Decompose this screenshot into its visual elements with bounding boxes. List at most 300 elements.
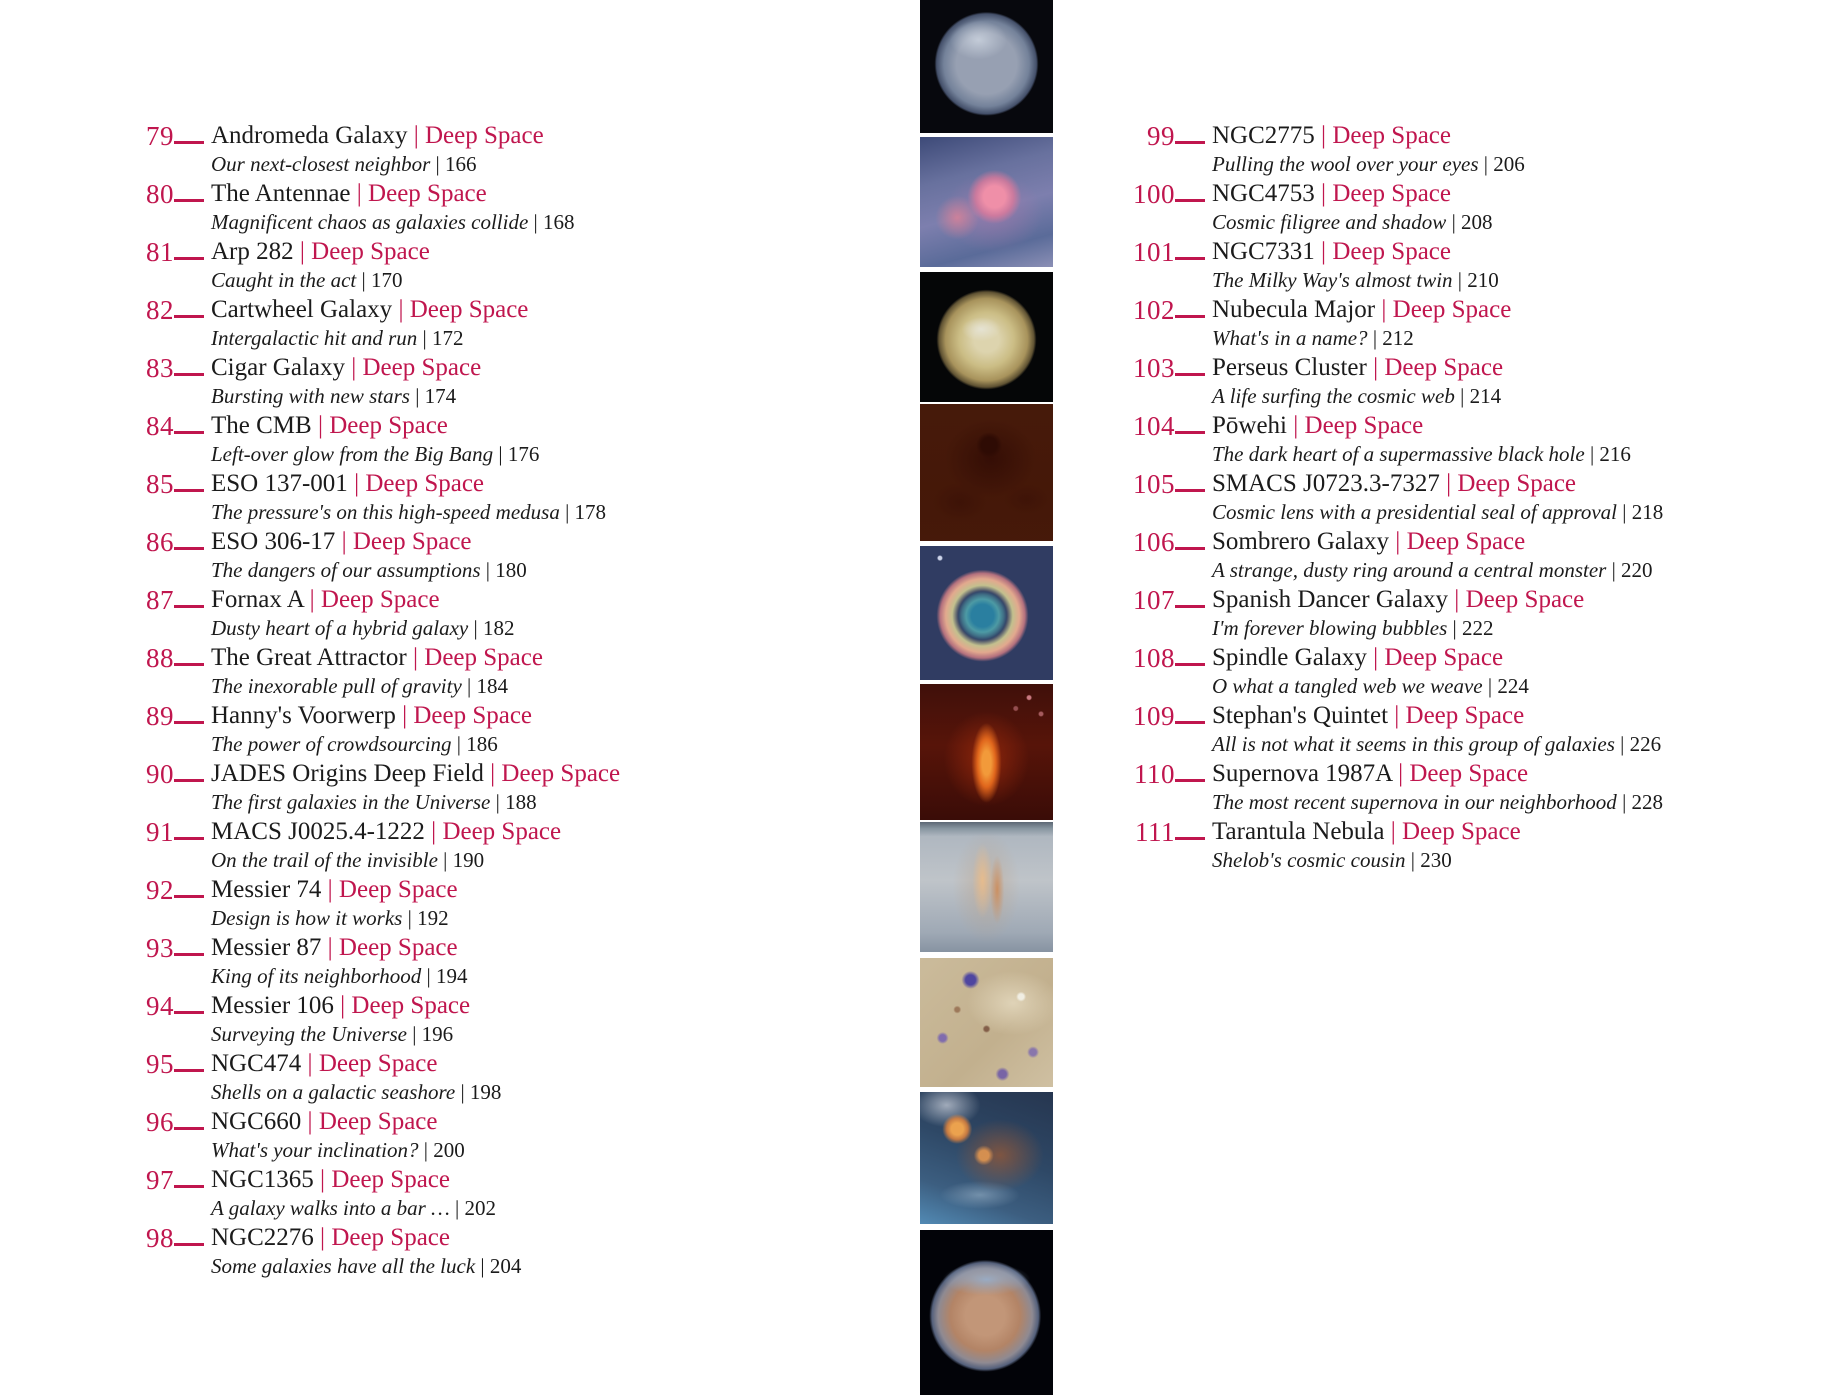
- grey-moon-image: [920, 0, 1053, 133]
- entry-subtitle-line: [211, 1079, 501, 1105]
- entry-page-number: 214: [1469, 384, 1502, 408]
- entry-content: [1212, 237, 1499, 293]
- entry-separator: |: [313, 1166, 332, 1193]
- entry-title: Hanny's Voorwerp: [211, 702, 396, 729]
- entry-section-label: Deep Space: [1332, 180, 1452, 207]
- entry-number-rule: [174, 179, 204, 202]
- entry-number: 103: [1133, 353, 1175, 383]
- entry-title-line: [211, 991, 470, 1021]
- entry-section-label: Deep Space: [1384, 644, 1504, 671]
- entry-page-separator: |: [475, 1254, 490, 1278]
- entry-content: [211, 295, 528, 351]
- entry-separator: |: [350, 180, 369, 207]
- entry-page-number: 180: [495, 558, 527, 582]
- entry-subtitle: Bursting with new stars: [211, 384, 410, 408]
- entry-number-rule: [174, 875, 204, 898]
- entry-page-separator: |: [417, 326, 432, 350]
- entry-page-separator: |: [1452, 268, 1468, 292]
- toc-column-left: [130, 121, 780, 1281]
- entry-page-number: 210: [1467, 268, 1499, 292]
- entry-section-label: Deep Space: [1465, 586, 1585, 613]
- entry-page-number: 230: [1420, 848, 1452, 872]
- entry-title: Perseus Cluster: [1212, 354, 1367, 381]
- entry-subtitle-line: [1212, 499, 1663, 525]
- entry-content: [211, 179, 575, 235]
- entry-number-rule: [1175, 701, 1205, 724]
- entry-title: MACS J0025.4-1222: [211, 818, 425, 845]
- entry-content: [211, 237, 430, 293]
- entry-separator: |: [1388, 702, 1406, 729]
- entry-page-number: 218: [1631, 500, 1664, 524]
- entry-number-rule: [174, 933, 204, 956]
- entry-subtitle-line: [211, 441, 539, 467]
- entry-number-rule: [174, 121, 204, 144]
- entry-subtitle: The power of crowdsourcing: [211, 732, 452, 756]
- entry-separator: |: [424, 818, 443, 845]
- deep-field-image: [920, 958, 1053, 1087]
- entry-title-line: [211, 701, 532, 731]
- entry-separator: |: [344, 354, 363, 381]
- entry-separator: |: [321, 876, 339, 903]
- entry-number: 109: [1133, 701, 1175, 731]
- toc-entry: [130, 527, 780, 583]
- entry-page-number: 192: [417, 906, 449, 930]
- entry-subtitle-line: [211, 557, 527, 583]
- entry-subtitle-line: [211, 1253, 521, 1279]
- entry-subtitle: What's in a name?: [1212, 326, 1368, 350]
- entry-content: [211, 1107, 465, 1163]
- entry-number-rule: [1175, 237, 1205, 260]
- entry-separator: |: [1287, 412, 1305, 439]
- entry-separator: |: [1314, 238, 1333, 265]
- entry-number-rule: [174, 585, 204, 608]
- entry-subtitle-line: [211, 267, 430, 293]
- entry-page-separator: |: [1454, 384, 1470, 408]
- entry-content: [1212, 759, 1663, 815]
- entry-number-rule: [1175, 179, 1205, 202]
- entry-section-label: Deep Space: [318, 1108, 438, 1135]
- entry-section-label: Deep Space: [409, 296, 529, 323]
- entry-page-number: 206: [1493, 152, 1525, 176]
- entry-subtitle: Dusty heart of a hybrid galaxy: [211, 616, 469, 640]
- entry-number-rule: [1175, 295, 1205, 318]
- entry-title-line: [211, 1049, 501, 1079]
- entry-section-label: Deep Space: [318, 1050, 438, 1077]
- entry-section-label: Deep Space: [1406, 528, 1526, 555]
- entry-subtitle-line: [211, 847, 561, 873]
- entry-subtitle: I'm forever blowing bubbles: [1212, 616, 1448, 640]
- toc-entry: [130, 411, 780, 467]
- toc-entry: [130, 759, 780, 815]
- entry-number-rule: [1175, 527, 1205, 550]
- entry-separator: |: [1314, 122, 1333, 149]
- entry-title-line: [1212, 817, 1521, 847]
- entry-title-line: [1212, 759, 1663, 789]
- entry-section-label: Deep Space: [368, 180, 487, 207]
- entry-title-line: [211, 295, 528, 325]
- entry-title-line: [1212, 121, 1525, 151]
- entry-page-number: 176: [507, 442, 540, 466]
- entry-title-line: [211, 1165, 496, 1195]
- entry-number: 88: [146, 643, 174, 673]
- orange-dust-web-image: [920, 404, 1053, 541]
- entry-number: 80: [146, 179, 174, 209]
- entry-title-line: [211, 353, 481, 383]
- entry-number: 106: [1133, 527, 1175, 557]
- entry-subtitle-line: [211, 1195, 496, 1221]
- entry-page-number: 228: [1631, 790, 1664, 814]
- entry-title: ESO 306-17: [211, 528, 336, 555]
- entry-page-number: 174: [424, 384, 457, 408]
- entry-title-line: [1212, 295, 1511, 325]
- entry-subtitle-line: [211, 1137, 465, 1163]
- entry-subtitle: The Milky Way's almost twin: [1212, 268, 1453, 292]
- entry-page-number: 208: [1461, 210, 1493, 234]
- entry-page-number: 188: [505, 790, 537, 814]
- entry-title: JADES Origins Deep Field: [211, 760, 484, 787]
- entry-subtitle-line: [211, 383, 481, 409]
- entry-subtitle: Some galaxies have all the luck: [211, 1254, 476, 1278]
- entry-section-label: Deep Space: [501, 760, 621, 787]
- entry-page-number: 204: [489, 1254, 522, 1278]
- entry-page-separator: |: [418, 1138, 434, 1162]
- entry-page-separator: |: [1616, 790, 1632, 814]
- entry-content: [211, 527, 527, 583]
- entry-number-rule: [174, 1223, 204, 1246]
- entry-number: 93: [146, 933, 174, 963]
- entry-title: Andromeda Galaxy: [211, 122, 408, 149]
- entry-number-rule: [1175, 353, 1205, 376]
- entry-subtitle: Cosmic lens with a presidential seal of approval: [1212, 500, 1618, 524]
- entry-subtitle-line: [211, 209, 575, 235]
- entry-section-label: Deep Space: [352, 528, 472, 555]
- toc-entry: [130, 875, 780, 931]
- entry-number-rule: [174, 1049, 204, 1072]
- entry-separator: |: [392, 296, 410, 323]
- entry-subtitle-line: [211, 731, 532, 757]
- entry-number-rule: [174, 1107, 204, 1130]
- entry-title: Spanish Dancer Galaxy: [1212, 586, 1449, 613]
- entry-page-number: 166: [445, 152, 477, 176]
- toc-entry: [1126, 121, 1806, 177]
- entry-section-label: Deep Space: [1457, 470, 1577, 497]
- toc-entry: [1126, 759, 1806, 815]
- entry-subtitle-line: [1212, 325, 1511, 351]
- entry-subtitle: Pulling the wool over your eyes: [1212, 152, 1479, 176]
- entry-title: Tarantula Nebula: [1212, 818, 1385, 845]
- entry-page-number: 212: [1382, 326, 1414, 350]
- entry-title-line: [211, 237, 430, 267]
- entry-page-number: 170: [370, 268, 403, 292]
- entry-section-label: Deep Space: [1392, 296, 1512, 323]
- entry-page-separator: |: [455, 1080, 470, 1104]
- pink-nebula-image: [920, 137, 1053, 267]
- entry-number: 104: [1133, 411, 1175, 441]
- entry-subtitle: King of its neighborhood: [211, 964, 422, 988]
- toc-entry: [1126, 411, 1806, 467]
- toc-entry: [130, 179, 780, 235]
- entry-title: NGC1365: [211, 1166, 314, 1193]
- entry-title-line: [1212, 469, 1663, 499]
- entry-subtitle-line: [1212, 615, 1584, 641]
- entry-page-number: 172: [432, 326, 464, 350]
- entry-title: Spindle Galaxy: [1212, 644, 1367, 671]
- entry-subtitle: The pressure's on this high-speed medusa: [211, 500, 560, 524]
- entry-page-separator: |: [1447, 616, 1462, 640]
- entry-page-separator: |: [528, 210, 543, 234]
- toc-entry: [130, 817, 780, 873]
- entry-title: ESO 137-001: [211, 470, 348, 497]
- entry-title: NGC2775: [1212, 122, 1315, 149]
- entry-page-separator: |: [449, 1196, 465, 1220]
- edge-on-galaxy-image: [920, 822, 1053, 952]
- entry-number: 81: [146, 237, 174, 267]
- entry-page-number: 194: [435, 964, 468, 988]
- entry-number: 108: [1133, 643, 1175, 673]
- entry-title-line: [211, 875, 458, 905]
- entry-separator: |: [1391, 760, 1410, 787]
- entry-page-separator: |: [409, 384, 425, 408]
- entry-subtitle: All is not what it seems in this group of galaxies: [1212, 732, 1615, 756]
- entry-page-separator: |: [1405, 848, 1421, 872]
- entry-section-label: Deep Space: [1304, 412, 1424, 439]
- toc-entry: [130, 237, 780, 293]
- entry-section-label: Deep Space: [351, 992, 471, 1019]
- entry-subtitle-line: [211, 1021, 470, 1047]
- entry-separator: |: [333, 992, 352, 1019]
- entry-title-line: [211, 469, 606, 499]
- entry-page-number: 220: [1621, 558, 1653, 582]
- entry-number: 79: [146, 121, 174, 151]
- entry-page-separator: |: [559, 500, 575, 524]
- entry-separator: |: [303, 586, 321, 613]
- entry-section-label: Deep Space: [338, 934, 458, 961]
- entry-number-rule: [174, 411, 204, 434]
- toc-entry: [130, 469, 780, 525]
- entry-page-separator: |: [430, 152, 446, 176]
- entry-content: [1212, 179, 1493, 235]
- entry-page-separator: |: [451, 732, 467, 756]
- entry-content: [1212, 643, 1529, 699]
- entry-page-separator: |: [490, 790, 506, 814]
- entry-separator: |: [1389, 528, 1407, 555]
- toc-entry: [1126, 469, 1806, 525]
- entry-number-rule: [1175, 469, 1205, 492]
- entry-section-label: Deep Space: [362, 354, 482, 381]
- entry-content: [211, 991, 470, 1047]
- entry-subtitle: Our next-closest neighbor: [211, 152, 431, 176]
- entry-title: NGC660: [211, 1108, 302, 1135]
- entry-section-label: Deep Space: [311, 238, 430, 265]
- entry-number-rule: [174, 759, 204, 782]
- entry-title-line: [1212, 179, 1493, 209]
- entry-title: Fornax A: [211, 586, 304, 613]
- entry-number-rule: [1175, 121, 1205, 144]
- entry-title: Messier 106: [211, 992, 334, 1019]
- entry-separator: |: [311, 412, 330, 439]
- entry-separator: |: [483, 760, 502, 787]
- entry-title-line: [1212, 585, 1584, 615]
- entry-subtitle: Caught in the act: [211, 268, 357, 292]
- entry-page-separator: |: [480, 558, 496, 582]
- entry-number: 105: [1133, 469, 1175, 499]
- entry-number: 97: [146, 1165, 174, 1195]
- entry-page-separator: |: [468, 616, 483, 640]
- entry-section-label: Deep Space: [424, 644, 543, 671]
- entry-number-rule: [174, 295, 204, 318]
- entry-page-separator: |: [1367, 326, 1383, 350]
- ring-nebula-image: [920, 546, 1053, 680]
- entry-subtitle-line: [211, 499, 606, 525]
- entry-number-rule: [1175, 759, 1205, 782]
- entry-title-line: [1212, 701, 1661, 731]
- entry-number: 87: [146, 585, 174, 615]
- toc-entry: [1126, 237, 1806, 293]
- entry-title-line: [1212, 411, 1631, 441]
- entry-content: [211, 701, 532, 757]
- entry-page-number: 178: [574, 500, 607, 524]
- entry-subtitle-line: [211, 963, 467, 989]
- entry-number: 102: [1133, 295, 1175, 325]
- entry-number-rule: [174, 1165, 204, 1188]
- entry-title-line: [1212, 353, 1503, 383]
- entry-content: [211, 585, 514, 641]
- entry-number-rule: [1175, 817, 1205, 840]
- entry-separator: |: [407, 122, 425, 149]
- entry-title: Nubecula Major: [1212, 296, 1376, 323]
- entry-number-rule: [174, 701, 204, 724]
- entry-subtitle: Shells on a galactic seashore: [211, 1080, 456, 1104]
- entry-subtitle: The most recent supernova in our neighborhood: [1212, 790, 1617, 814]
- entry-section-label: Deep Space: [1409, 760, 1529, 787]
- entry-title: SMACS J0723.3-7327: [1212, 470, 1440, 497]
- entry-content: [211, 1165, 496, 1221]
- entry-number: 85: [146, 469, 174, 499]
- entry-title: The CMB: [211, 412, 312, 439]
- entry-separator: |: [347, 470, 366, 497]
- entry-title-line: [211, 179, 575, 209]
- entry-subtitle: A galaxy walks into a bar …: [211, 1196, 450, 1220]
- toc-entry: [130, 353, 780, 409]
- orange-glow-nebula-image: [920, 684, 1053, 820]
- toc-entry: [1126, 527, 1806, 583]
- entry-subtitle-line: [1212, 789, 1663, 815]
- entry-subtitle: Cosmic filigree and shadow: [1212, 210, 1447, 234]
- entry-subtitle-line: [211, 905, 458, 931]
- entry-number-rule: [1175, 585, 1205, 608]
- toc-entry: [1126, 179, 1806, 235]
- entry-separator: |: [335, 528, 353, 555]
- entry-separator: |: [313, 1224, 332, 1251]
- toc-entry: [130, 121, 780, 177]
- entry-content: [1212, 817, 1521, 873]
- entry-content: [211, 643, 543, 699]
- entry-number-rule: [174, 991, 204, 1014]
- entry-number: 107: [1133, 585, 1175, 615]
- entry-number: 89: [146, 701, 174, 731]
- entry-subtitle-line: [1212, 209, 1493, 235]
- entry-content: [1212, 701, 1661, 757]
- entry-page-number: 182: [482, 616, 515, 640]
- entry-number: 95: [146, 1049, 174, 1079]
- entry-number: 86: [146, 527, 174, 557]
- entry-page-separator: |: [437, 848, 453, 872]
- entry-separator: |: [1366, 354, 1385, 381]
- toc-entry: [1126, 295, 1806, 351]
- entry-page-separator: |: [402, 906, 418, 930]
- toc-column-right: [1126, 121, 1806, 875]
- entry-page-number: 196: [421, 1022, 454, 1046]
- entry-separator: |: [301, 1108, 319, 1135]
- entry-title: The Antennae: [211, 180, 351, 207]
- entry-page-separator: |: [1617, 500, 1632, 524]
- toc-entry: [1126, 643, 1806, 699]
- entry-title-line: [1212, 643, 1529, 673]
- entry-subtitle: The first galaxies in the Universe: [211, 790, 491, 814]
- entry-content: [1212, 527, 1653, 583]
- entry-page-separator: |: [1606, 558, 1622, 582]
- entry-page-separator: |: [421, 964, 436, 988]
- entry-number-rule: [174, 237, 204, 260]
- entry-subtitle: Surveying the Universe: [211, 1022, 407, 1046]
- entry-content: [211, 759, 620, 815]
- entry-page-number: 200: [433, 1138, 465, 1162]
- toc-entry: [130, 1107, 780, 1163]
- entry-subtitle-line: [1212, 673, 1529, 699]
- entry-title: Cigar Galaxy: [211, 354, 345, 381]
- entry-section-label: Deep Space: [329, 412, 448, 439]
- entry-page-separator: |: [1446, 210, 1462, 234]
- entry-subtitle-line: [1212, 151, 1525, 177]
- entry-title-line: [211, 121, 544, 151]
- toc-entry: [130, 643, 780, 699]
- entry-content: [211, 875, 458, 931]
- entry-number-rule: [174, 527, 204, 550]
- entry-section-label: Deep Space: [413, 702, 533, 729]
- entry-title-line: [211, 527, 527, 557]
- entry-title: NGC474: [211, 1050, 302, 1077]
- entry-page-number: 216: [1599, 442, 1631, 466]
- entry-separator: |: [406, 644, 425, 671]
- entry-content: [211, 411, 539, 467]
- entry-content: [1212, 411, 1631, 467]
- entry-subtitle: Design is how it works: [211, 906, 403, 930]
- entry-content: [211, 1223, 521, 1279]
- entry-title: NGC7331: [1212, 238, 1315, 265]
- entry-title-line: [211, 1107, 465, 1137]
- entry-subtitle: Shelob's cosmic cousin: [1212, 848, 1406, 872]
- entry-section-label: Deep Space: [1332, 122, 1452, 149]
- entry-number-rule: [1175, 643, 1205, 666]
- entry-page-number: 222: [1461, 616, 1494, 640]
- entry-number-rule: [174, 817, 204, 840]
- entry-page-separator: |: [1584, 442, 1600, 466]
- entry-separator: |: [321, 934, 339, 961]
- entry-number: 92: [146, 875, 174, 905]
- entry-section-label: Deep Space: [442, 818, 562, 845]
- entry-section-label: Deep Space: [1384, 354, 1504, 381]
- entry-section-label: Deep Space: [331, 1166, 451, 1193]
- entry-title-line: [211, 643, 543, 673]
- entry-number: 99: [1147, 121, 1175, 151]
- toc-entry: [1126, 585, 1806, 641]
- entry-subtitle: Left-over glow from the Big Bang: [211, 442, 494, 466]
- entry-content: [211, 1049, 501, 1105]
- entry-separator: |: [301, 1050, 319, 1077]
- entry-number: 91: [146, 817, 174, 847]
- entry-number: 96: [146, 1107, 174, 1137]
- entry-page-number: 184: [476, 674, 509, 698]
